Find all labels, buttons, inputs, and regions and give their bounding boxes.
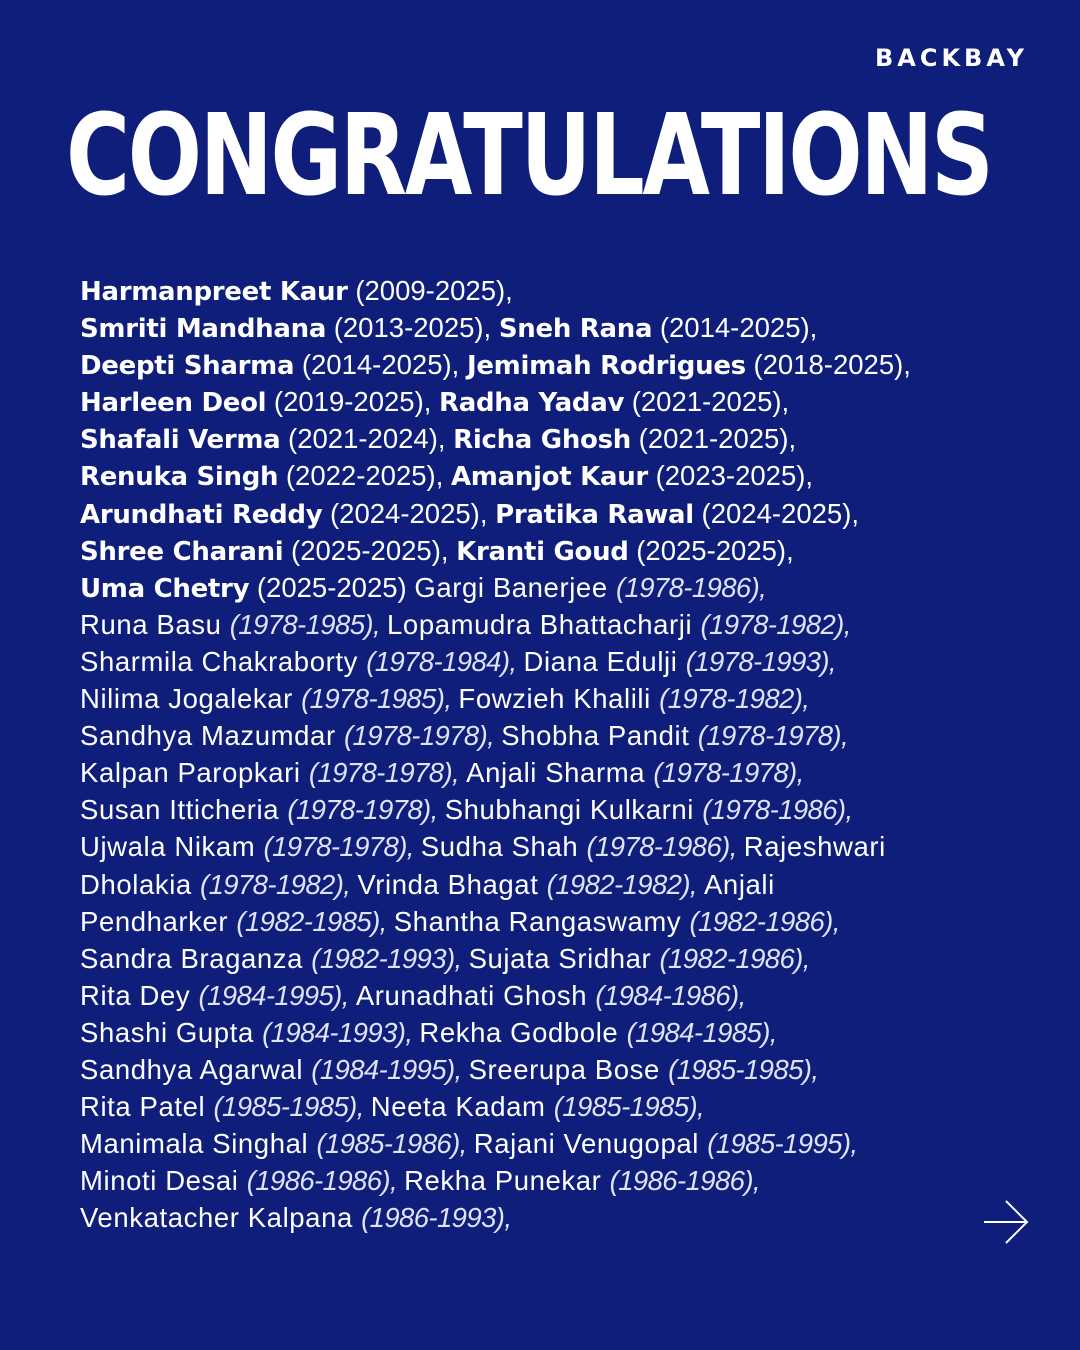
player-name: Arundhati Reddy (80, 499, 323, 530)
roster-line (80, 940, 1040, 977)
player-name: Jemimah Rodrigues (466, 351, 746, 382)
player-years: (2024-2025), (693, 497, 860, 529)
player-name: Sandhya Agarwal (80, 1053, 312, 1085)
player-years: (2013-2025), (326, 312, 499, 344)
player-name: Deepti Sharma (80, 351, 295, 382)
roster-line (80, 754, 1040, 791)
player-name: Shobha Pandit (501, 720, 698, 752)
player-name: Pratika Rawal (495, 499, 694, 530)
player-years: (1978-1982), (700, 608, 851, 640)
roster-line (80, 309, 1040, 346)
player-name: Shantha Rangaswamy (393, 905, 690, 937)
player-name: Kranti Goud (456, 536, 629, 567)
player-name: Dholakia (80, 868, 201, 900)
player-years: (2018-2025), (745, 349, 911, 381)
player-years: (2014-2025), (652, 312, 818, 344)
player-name: Renuka Singh (80, 462, 279, 493)
roster-line (80, 532, 1040, 569)
player-years: (1982-1993), (311, 942, 469, 974)
player-name: Sandhya Mazumdar (80, 720, 344, 752)
player-name: Susan Itticheria (80, 794, 288, 826)
player-name: Sujata Sridhar (468, 942, 660, 974)
arrow-right-icon[interactable] (982, 1198, 1030, 1246)
player-years: (2022-2025), (278, 460, 451, 492)
roster-line (80, 383, 1040, 420)
player-name: Amanjot Kaur (450, 462, 648, 493)
player-name: Kalpan Paropkari (80, 757, 309, 789)
roster-line (80, 977, 1040, 1014)
roster-line (80, 1162, 1040, 1199)
player-name: Shree Charani (80, 536, 284, 567)
player-years: (1978-1978), (308, 757, 467, 789)
player-years: (1984-1986), (595, 979, 746, 1011)
player-name: Ujwala Nikam (80, 831, 264, 863)
player-years: (2019-2025), (266, 386, 440, 418)
player-years: (2009-2025), (347, 275, 513, 306)
player-years: (1984-1993), (262, 1016, 420, 1048)
roster-line (80, 717, 1040, 754)
player-years: (1978-1985), (301, 683, 459, 715)
player-name: Smriti Mandhana (80, 314, 327, 345)
player-name: Sudha Shah (420, 831, 587, 863)
player-name: Arunadhati Ghosh (355, 979, 596, 1011)
player-name: Rajani Venugopal (473, 1128, 708, 1160)
player-name: Neeta Kadam (370, 1091, 554, 1123)
roster-line (80, 680, 1040, 717)
player-name: Gargi Banerjee (414, 571, 616, 603)
player-name: Minoti Desai (80, 1165, 247, 1197)
player-years: (1985-1995), (707, 1128, 858, 1160)
player-years: (1982-1982), (546, 868, 704, 900)
player-years: (1986-1993), (361, 1202, 512, 1234)
player-name: Sharmila Chakraborty (80, 645, 367, 677)
player-name: Pendharker (80, 905, 237, 937)
player-name: Richa Ghosh (453, 425, 632, 456)
player-name: Lopamudra Bhattacharji (387, 608, 701, 640)
player-years: (2014-2025), (294, 349, 467, 381)
player-name: Shashi Gupta (80, 1016, 263, 1048)
player-years: (2025-2025), (283, 534, 457, 566)
roster-line (80, 346, 1040, 383)
player-years: (1978-1984), (366, 645, 524, 677)
player-years: (1978-1978), (343, 720, 502, 752)
roster-line (80, 420, 1040, 457)
player-years: (1978-1993), (685, 645, 836, 677)
player-name: Harmanpreet Kaur (80, 277, 348, 307)
player-name: Nilima Jogalekar (80, 683, 302, 715)
roster-line (80, 828, 1040, 865)
player-name: Uma Chetry (80, 573, 250, 604)
player-years: (1978-1982), (659, 683, 810, 715)
player-years: (1978-1985), (229, 608, 388, 640)
player-name: Rekha Punekar (404, 1165, 610, 1197)
player-name: Rita Patel (80, 1091, 214, 1123)
player-name: Runa Basu (80, 608, 230, 640)
roster-line (80, 791, 1040, 828)
player-name: Fowzieh Khalili (458, 683, 660, 715)
player-years: (2024-2025), (322, 497, 496, 529)
player-years: (1978-1978), (653, 757, 804, 789)
player-name: Venkatacher Kalpana (80, 1202, 362, 1234)
player-years: (1984-1985), (626, 1016, 777, 1048)
roster-line (80, 1199, 1040, 1236)
player-years: (1978-1978), (263, 831, 421, 863)
player-name: Rajeshwari (743, 831, 886, 863)
player-name: Shafali Verma (80, 425, 281, 456)
roster-line (80, 495, 1040, 532)
player-years: (1978-1982), (200, 868, 358, 900)
player-name: Sneh Rana (498, 314, 653, 345)
roster-line (80, 903, 1040, 940)
headline: CONGRATULATIONS (66, 91, 992, 221)
roster-line (80, 457, 1040, 494)
player-name: Vrinda Bhagat (357, 868, 547, 900)
brand-logo: BACKBAY (874, 44, 1028, 72)
player-name: Rekha Godbole (419, 1016, 627, 1048)
player-years: (1978-1986), (586, 831, 744, 863)
player-name: Harleen Deol (80, 388, 267, 419)
player-years: (1978-1986), (615, 571, 767, 603)
player-years: (1984-1995), (198, 979, 356, 1011)
player-years: (2021-2025), (624, 386, 790, 418)
player-years: (1978-1986), (702, 794, 853, 826)
player-name: Radha Yadav (439, 388, 625, 419)
player-years: (1982-1986), (689, 905, 840, 937)
roster-line (80, 1125, 1040, 1162)
player-name: Shubhangi Kulkarni (444, 794, 703, 826)
player-name: Anjali (703, 868, 775, 900)
roster-line (80, 569, 1040, 606)
player-name: Sreerupa Bose (468, 1053, 669, 1085)
player-years: (2021-2025), (631, 423, 797, 455)
player-years: (1986-1986), (609, 1165, 760, 1197)
player-years: (1978-1978), (697, 720, 849, 752)
player-years: (2023-2025), (647, 460, 814, 492)
roster-line (80, 272, 1040, 309)
player-years: (1978-1978), (287, 794, 445, 826)
player-years: (1985-1985), (213, 1091, 371, 1123)
roster-line (80, 1051, 1040, 1088)
roster-line (80, 1014, 1040, 1051)
player-name: Anjali Sharma (466, 757, 654, 789)
player-name: Diana Edulji (523, 645, 686, 677)
roster-line (80, 643, 1040, 680)
player-years: (1985-1985), (668, 1053, 819, 1085)
player-years: (1985-1985), (553, 1091, 705, 1123)
player-roster (80, 272, 1040, 1236)
roster-line (80, 866, 1040, 903)
roster-line (80, 1088, 1040, 1125)
player-name: Manimala Singhal (80, 1128, 317, 1160)
player-years: (1986-1986), (246, 1165, 405, 1197)
player-years: (1982-1986), (659, 942, 810, 974)
player-years: (2025-2025) (249, 571, 415, 603)
player-years: (1984-1995), (311, 1053, 469, 1085)
player-years: (1982-1985), (236, 905, 394, 937)
player-years: (2025-2025), (628, 534, 794, 566)
roster-line (80, 606, 1040, 643)
player-years: (2021-2024), (280, 423, 454, 455)
player-name: Sandra Braganza (80, 942, 312, 974)
player-years: (1985-1986), (316, 1128, 474, 1160)
player-name: Rita Dey (80, 979, 199, 1011)
